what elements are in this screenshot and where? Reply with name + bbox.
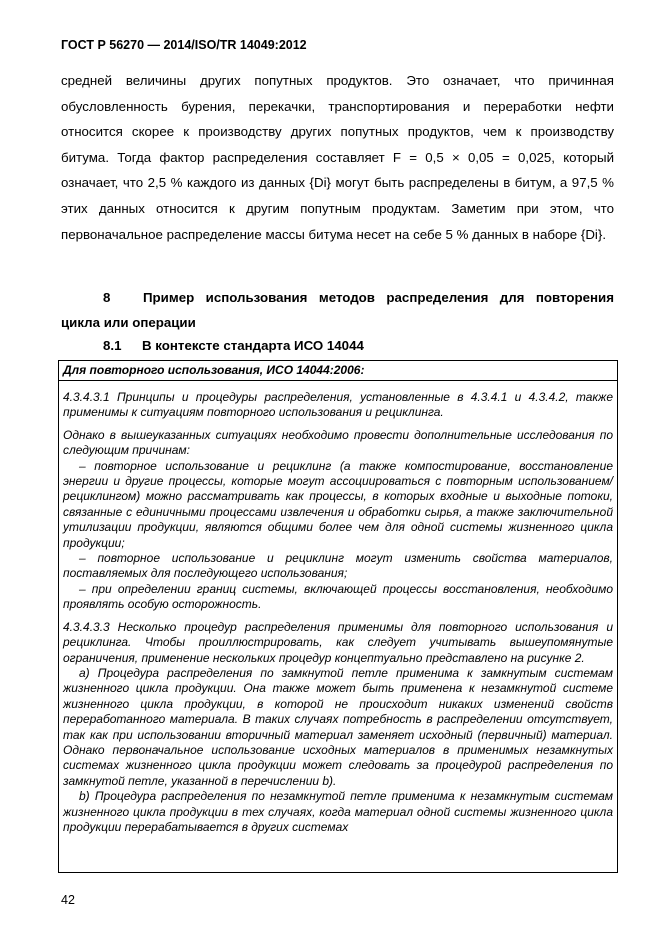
page-number: 42 xyxy=(61,893,75,907)
box-list-item: – при определении границ системы, включающей процессы восстановления, необходимо проявлять особую осторожность. xyxy=(63,581,613,612)
box-title: Для повторного использования, ИСО 14044:2006: xyxy=(59,361,617,381)
box-list-item: – повторное использование и рециклинг могут изменить свойства материалов, поставляемых для последующего использования; xyxy=(63,551,613,581)
section-8-number: 8 xyxy=(103,290,111,305)
box-content xyxy=(59,381,617,835)
box-list-item: – повторное использование и рециклинг (а также компостирование, восстановление энергии и другие процессы, которые могут ассоциироваться с повторным использованием/рециклингом) можно рассматривать как процессы, в которых входные и выходные потоки, связанные с единичными процессами извлечения и обработки сырья, а также заключительной утилизации продукции, являются общими более чем для одной системы жизненного цикла продукции; xyxy=(63,458,613,550)
body-paragraph-text: средней величины других попутных продуктов. Это означает, что причинная обусловленность бурения, перекачки, транспортирования и переработки нефти относится скорее к производству других попутных продуктов, чем к производству битума. Тогда фактор распределения составляет F = 0,5 × 0,05 = 0,025, который означает, что 2,5 % каждого из данных {Di} могут быть распределены в битум, а 97,5 % этих данных относится к другим попутным продуктам. Заметим при этом, что первоначальное распределение массы битума несет на себе 5 % данных в наборе {Di}. xyxy=(61,73,614,242)
box-paragraph: 4.3.4.3.1 Принципы и процедуры распределения, установленные в 4.3.4.1 и 4.3.4.2, также применимы к ситуациям повторного использования и рециклинга. xyxy=(63,390,613,420)
section-8-1-heading xyxy=(61,333,614,358)
box-paragraph: 4.3.4.3.3 Несколько процедур распределения применимы для повторного использования и рециклинга. Чтобы проиллюстрировать, как следует учитывать вышеупомянутые ограничения, применение нескольких процедур концептуально представлено на рисунке 2. xyxy=(63,619,613,665)
section-8-1-title: В контексте стандарта ИСО 14044 xyxy=(142,338,364,353)
quoted-standard-box xyxy=(58,360,618,873)
box-list-item: а) Процедура распределения по замкнутой петле применима к замкнутым системам жизненного цикла продукции. Она также может быть применена к незамкнутой системе жизненного цикла продукции, в которой не происходит никаких изменений свойств переработанного материала. В таких случаях потребность в распределении отсутствует, так как при использовании вторичный материал заменяет исходный (первичный) материал. Однако первоначальное использование исходных материалов в применимых незамкнутых системах жизненного цикла продукции может следовать за процедурой распределения по замкнутой петле, указанной в перечислении b). xyxy=(63,665,613,788)
box-paragraph: Однако в вышеуказанных ситуациях необходимо провести дополнительные исследования по следующим причинам: xyxy=(63,427,613,458)
section-8-heading xyxy=(61,285,614,335)
body-paragraph xyxy=(61,68,614,247)
box-list-item: b) Процедура распределения по незамкнутой петле применима к незамкнутым системам жизненного цикла продукции в тех случаях, когда материал одной системы жизненного цикла продукции перерабатывается в других системах xyxy=(63,789,613,834)
section-8-1-number: 8.1 xyxy=(103,338,122,353)
section-8-title: Пример использования методов распределения для повторения цикла или операции xyxy=(61,290,614,330)
document-header: ГОСТ Р 56270 — 2014/ISO/TR 14049:2012 xyxy=(61,38,307,52)
